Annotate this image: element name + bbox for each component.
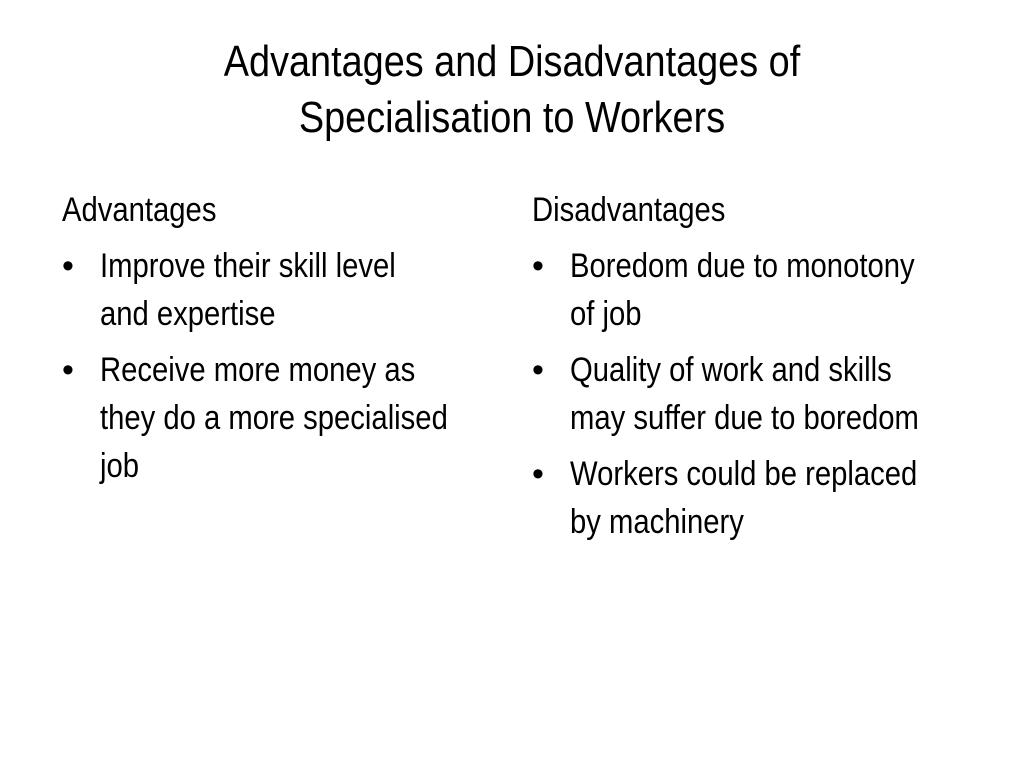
disadvantage-item-text (537, 450, 1017, 546)
bullet-icon: • (532, 247, 544, 285)
disadvantage-item-line: Boredom due to monotony (570, 247, 915, 285)
bullet-icon: • (62, 247, 74, 285)
advantage-item-line: and expertise (100, 295, 276, 333)
disadvantage-item-line: may suffer due to boredom (570, 399, 919, 437)
advantages-list (62, 242, 502, 490)
bullet-icon: • (62, 351, 74, 389)
advantages-column (62, 186, 502, 498)
disadvantage-item (532, 242, 972, 338)
disadvantage-item-text (537, 346, 1017, 442)
disadvantages-list (532, 242, 972, 546)
slide-title (123, 34, 900, 146)
slide-title-line-2: Specialisation to Workers (298, 93, 726, 142)
advantage-item-line: job (100, 447, 140, 485)
disadvantage-item (532, 346, 972, 442)
bullet-icon: • (532, 455, 544, 493)
advantage-item-text (67, 346, 547, 490)
disadvantage-item-line: by machinery (570, 503, 744, 541)
slide-title-line-1: Advantages and Disadvantages of (223, 37, 801, 86)
bullet-icon: • (532, 351, 544, 389)
disadvantages-column (532, 186, 972, 554)
disadvantages-heading: Disadvantages (532, 191, 726, 229)
disadvantage-item-line: of job (570, 295, 642, 333)
disadvantage-item-line: Workers could be replaced (570, 455, 918, 493)
advantage-item-line: Receive more money as (100, 351, 416, 389)
advantage-item (62, 242, 502, 338)
advantage-item (62, 346, 502, 490)
advantage-item-line: they do a more specialised (100, 399, 448, 437)
advantages-heading: Advantages (62, 191, 217, 229)
disadvantage-item-text (537, 242, 1017, 338)
disadvantage-item (532, 450, 972, 546)
disadvantage-item-line: Quality of work and skills (570, 351, 892, 389)
advantage-item-line: Improve their skill level (100, 247, 396, 285)
advantage-item-text (67, 242, 547, 338)
